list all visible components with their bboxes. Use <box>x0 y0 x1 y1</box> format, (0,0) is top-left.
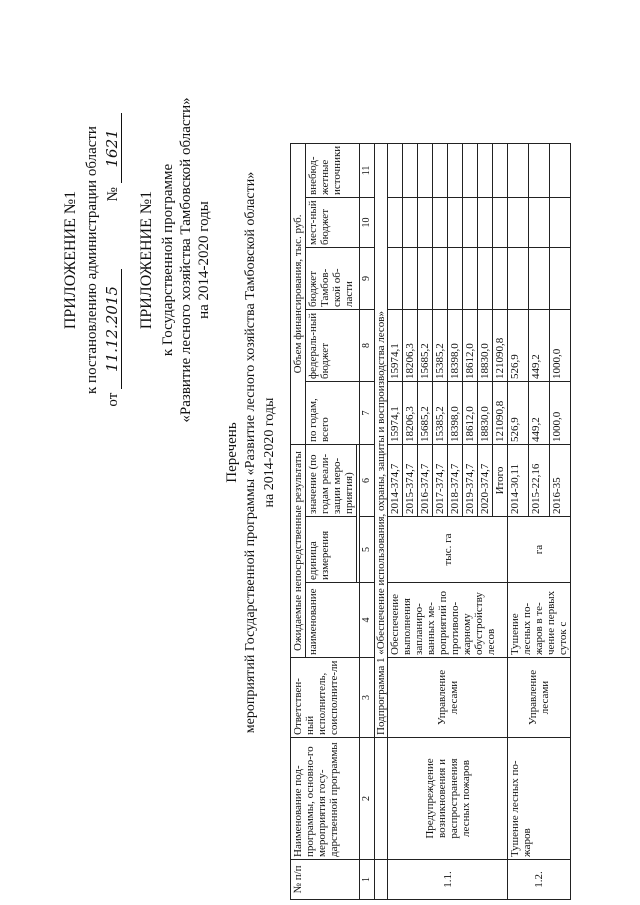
column-number-row <box>360 143 375 899</box>
year-value: 2020-374,7 <box>478 445 493 517</box>
year-value: 2015-22,16 <box>529 445 550 517</box>
col-number: 10 <box>360 198 375 248</box>
year-total: 18398,0 <box>448 382 463 445</box>
col-number: 3 <box>360 658 375 738</box>
empty-cell <box>433 248 448 310</box>
year-value: 2019-374,7 <box>463 445 478 517</box>
table-row <box>508 143 529 899</box>
empty-cell <box>463 143 478 197</box>
year-federal: 18830,0 <box>478 310 493 382</box>
empty-cell <box>433 198 448 248</box>
year-federal: 449,2 <box>529 310 550 382</box>
row-responsible: Управление лесами <box>508 658 571 738</box>
total-federal: 121090,8 <box>493 310 508 382</box>
empty-cell <box>478 143 493 197</box>
empty-cell <box>529 198 550 248</box>
empty-cell <box>508 248 529 310</box>
empty-cell <box>388 248 403 310</box>
year-federal: 1000,0 <box>550 310 571 382</box>
row-unit: га <box>508 517 571 583</box>
year-total: 15385,2 <box>433 382 448 445</box>
year-total: 18206,3 <box>403 382 418 445</box>
header-exp-value: значение (по годам реали-зации меро-приятия) <box>306 445 357 517</box>
subprogram-title: Подпрограмма 1 «Обеспечение использования, охраны, защиты и воспроизводства лесов» <box>375 143 388 737</box>
empty-cell <box>388 143 403 197</box>
year-total: 15974,1 <box>388 382 403 445</box>
col-number: 2 <box>360 738 375 860</box>
header-fund-regional: бюджет Тамбов-ской об-ласти <box>306 248 360 310</box>
empty-cell <box>448 248 463 310</box>
year-federal: 15974,1 <box>388 310 403 382</box>
table-row <box>388 143 403 899</box>
appendix2-line3: на 2014-2020 годы <box>196 201 212 319</box>
empty-cell <box>550 248 571 310</box>
empty-cell <box>529 248 550 310</box>
col-number: 5 <box>360 517 375 583</box>
row-name: Тушение лесных по-жаров <box>508 738 571 860</box>
header-exp-name: наименование <box>306 583 360 658</box>
row-num: 1.1. <box>388 860 508 900</box>
appendix1-title: ПРИЛОЖЕНИЕ №1 <box>62 190 79 330</box>
year-federal: 18206,3 <box>403 310 418 382</box>
header-name: Наименование под-программы, основно-го мероприятия госу-дарственной программы <box>291 738 360 860</box>
header-funding: Объем финансирования, тыс. руб. <box>291 143 306 444</box>
year-federal: 15385,2 <box>433 310 448 382</box>
year-total: 1000,0 <box>550 382 571 445</box>
empty-cell <box>493 143 508 197</box>
empty-cell <box>478 248 493 310</box>
empty-cell <box>529 143 550 197</box>
year-total: 15685,2 <box>418 382 433 445</box>
year-total: 526,9 <box>508 382 529 445</box>
header-num: № п/п <box>291 860 360 900</box>
col-number: 1 <box>360 860 375 900</box>
number-value: 1621 <box>104 113 122 183</box>
appendix2-line2: «Развитие лесного хозяйства Тамбовской области» <box>178 97 194 423</box>
empty-cell <box>403 198 418 248</box>
col-number: 8 <box>360 310 375 382</box>
empty-cell <box>493 248 508 310</box>
appendix1-date-line <box>104 30 122 490</box>
row-name: Предупреждение возникновения и распространения лесных пожаров <box>388 738 508 860</box>
empty-cell <box>550 198 571 248</box>
empty-cell <box>418 248 433 310</box>
header-exp-unit: единица измерения <box>306 517 357 583</box>
appendix2-title: ПРИЛОЖЕНИЕ №1 <box>138 190 155 330</box>
row-result: Обеспечение выполнения запланиро-ванных ме-роприятий по противопо-жарному обустройству лесов <box>388 583 508 658</box>
empty-cell <box>388 198 403 248</box>
year-total: 18830,0 <box>478 382 493 445</box>
number-prefix: № <box>105 187 121 202</box>
empty-cell <box>403 248 418 310</box>
empty-cell <box>508 198 529 248</box>
empty-cell <box>478 198 493 248</box>
empty-cell <box>403 143 418 197</box>
empty-cell <box>463 248 478 310</box>
date-value: 11.12.2015 <box>104 269 122 389</box>
empty-cell <box>418 143 433 197</box>
year-federal: 15685,2 <box>418 310 433 382</box>
date-prefix: от <box>105 392 121 407</box>
year-value: 2017-374,7 <box>433 445 448 517</box>
header-fund-offbudget: внебюд-жетные источники <box>306 143 360 197</box>
year-federal: 18398,0 <box>448 310 463 382</box>
header-fund-total: по годам, всего <box>306 382 360 445</box>
year-value: 2014-374,7 <box>388 445 403 517</box>
row-result: Тушение лесных по-жаров в те-чение первых суток с <box>508 583 571 658</box>
empty-cell <box>433 143 448 197</box>
empty-cell <box>448 198 463 248</box>
col-number: 6 <box>360 445 375 517</box>
total-sum: 121090,8 <box>493 382 508 445</box>
empty-cell <box>493 198 508 248</box>
empty-cell <box>550 143 571 197</box>
row-unit: тыс. га <box>388 517 508 583</box>
activities-table <box>290 143 571 900</box>
col-number: 7 <box>360 382 375 445</box>
doc-title: Перечень <box>224 422 240 483</box>
year-value: 2014-30,11 <box>508 445 529 517</box>
year-total: 18612,0 <box>463 382 478 445</box>
doc-subtitle: мероприятий Государственной программы «Развитие лесного хозяйства Тамбовской области» <box>243 171 258 734</box>
empty-cell <box>508 143 529 197</box>
subprogram-empty-cell <box>375 860 388 900</box>
header-fund-federal: федераль-ный бюджет <box>306 310 360 382</box>
appendix2-line1: к Государственной программе <box>160 163 176 357</box>
subprogram-row <box>375 143 388 899</box>
col-number: 4 <box>360 583 375 658</box>
header-expected-results: Ожидаемые непосредственные результаты <box>291 445 306 658</box>
year-value: 2016-374,7 <box>418 445 433 517</box>
year-federal: 18612,0 <box>463 310 478 382</box>
year-federal: 526,9 <box>508 310 529 382</box>
row-responsible: Управление лесами <box>388 658 508 738</box>
year-value: 2018-374,7 <box>448 445 463 517</box>
year-value: 2016-35 <box>550 445 571 517</box>
row-num: 1.2. <box>508 860 571 900</box>
col-number: 11 <box>360 143 375 197</box>
empty-cell <box>448 143 463 197</box>
header-responsible: Ответствен-ный исполнитель, соисполните-ли <box>291 658 360 738</box>
header-row-1 <box>291 143 306 899</box>
col-number: 9 <box>360 248 375 310</box>
empty-cell <box>418 198 433 248</box>
year-total: 449,2 <box>529 382 550 445</box>
subprogram-empty-cell <box>375 738 388 860</box>
total-label: Итого <box>493 445 508 517</box>
empty-cell <box>463 198 478 248</box>
doc-years: на 2014-2020 годы <box>262 397 277 508</box>
year-value: 2015-374,7 <box>403 445 418 517</box>
header-fund-local: мест-ный бюджет <box>306 198 360 248</box>
appendix1-line1: к постановлению администрации области <box>84 126 100 394</box>
